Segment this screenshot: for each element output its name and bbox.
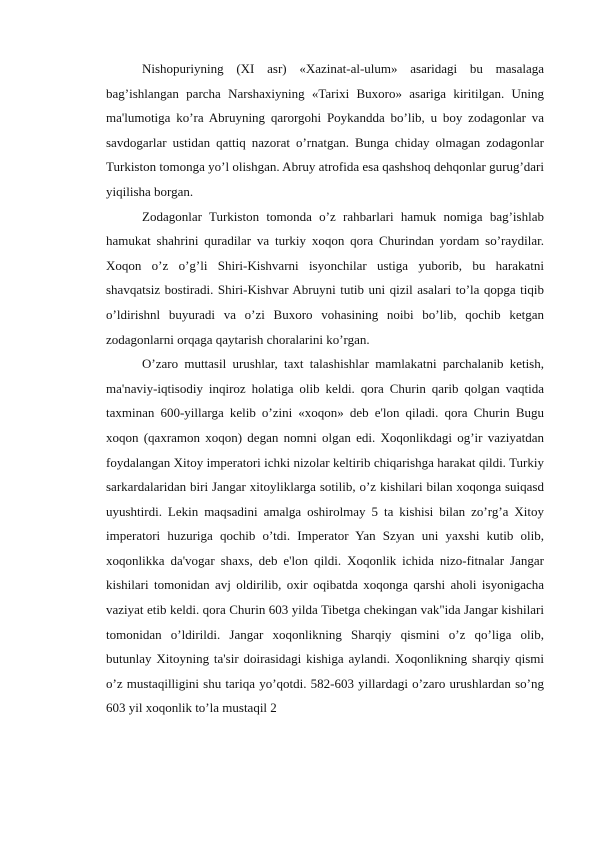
document-body	[106, 57, 544, 721]
paragraph-1: Nishopuriyning (XI asr) «Xazinat-al-ulum» asaridagi bu masalaga bag’ishlangan parcha Narshaxiyning «Tarixi Buxoro» asariga kiritilgan. Uning ma'lumotiga ko’ra Abruyning qarorgohi Poykandda bo’lib, u boy zodagonlar va savdogarlar ustidan qattiq nazorat o’rnatgan. Bunga chiday olmagan zodagonlar Turkiston tomonga yo’l olishgan. Abruy atrofida esa qashshoq dehqonlar gurug’dari yiqilisha borgan.	[106, 61, 544, 199]
paragraph-3: O’zaro muttasil urushlar, taxt talashishlar mamlakatni parchalanib ketish, ma'naviy-iqtisodiy inqiroz holatiga olib keldi. qora Churin qarib qolgan vaqtida taxminan 600-yillarga kelib o’zini «xoqon» deb e'lon qiladi. qora Churin Bugu xoqon (qaxramon xoqon) degan nomni olgan edi. Xoqonlikdagi og’ir vaziyatdan foydalangan Xitoy imperatori ichki nizolar keltirib chiqarishga harakat qildi. Turkiy sarkardalaridan biri Jangar xitoyliklarga sotilib, o’z kishilari bilan xoqonga suiqasd uyushtirdi. Lekin maqsadini amalga oshirolmay 5 ta kishisi bilan zo’rg’a Xitoy imperatori huzuriga qochib o’tdi. Imperator Yan Szyan uni yaxshi kutib olib, xoqonlikka da'vogar shaxs, deb e'lon qildi. Xoqonlik ichida nizo-fitnalar Jangar kishilari tomonidan avj oldirilib, oxir oqibatda xoqonga qarshi aholi isyonigacha vaziyat etib keldi. qora Churin 603 yilda Tibetga chekingan vak"ida Jangar kishilari tomonidan o’ldirildi. Jangar xoqonlikning Sharqiy qismini o’z qo’liga olib, butunlay Xitoyning ta'sir doirasidagi kishiga aylandi. Xoqonlikning sharqiy qismi o’z mustaqilligini shu tariqa yo’qotdi. 582-603 yillardagi o’zaro urushlardan so’ng 603 yil xoqonlik to’la mustaqil 2	[106, 356, 544, 716]
paragraph-2: Zodagonlar Turkiston tomonda o’z rahbarlari hamuk nomiga bag’ishlab hamukat shahrini quradilar va turkiy xoqon qora Churindan yordam so’raydilar. Xoqon o’z o’g’li Shiri-Kishvarni isyonchilar ustiga yuborib, bu harakatni shavqatsiz bostiradi. Shiri-Kishvar Abruyni tutib uni qizil asalari to’la qopga tiqib o’ldirishnl buyuradi va o’zi Buxoro vohasining noibi bo’lib, qochib ketgan zodagonlarni orqaga qaytarish choralarini ko’rgan.	[106, 208, 544, 347]
